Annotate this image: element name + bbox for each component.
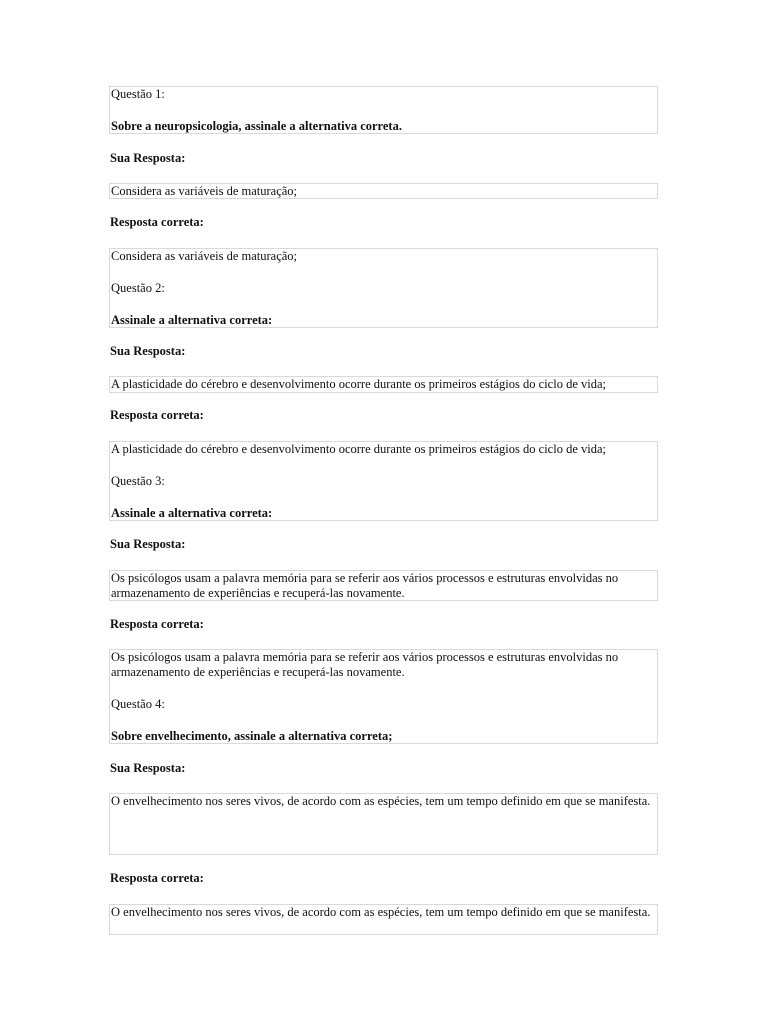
q3-your-answer-box <box>109 570 658 601</box>
q4-correct-answer-text: O envelhecimento nos seres vivos, de acordo com as espécies, tem um tempo definido em que se manifesta. <box>111 905 651 919</box>
q1-your-answer-label: Sua Resposta: <box>110 151 186 165</box>
q1-your-answer-box <box>109 183 658 199</box>
q3-correct-answer-label: Resposta correta: <box>110 617 204 631</box>
question-4-number: Questão 4: <box>111 697 165 711</box>
q3-your-answer-text: Os psicólogos usam a palavra memória para se referir aos vários processos e estruturas envolvidas no armazenamento de experiências e recuperá-las novamente. <box>111 571 619 600</box>
q2-your-answer-text: A plasticidade do cérebro e desenvolvimento ocorre durante os primeiros estágios do ciclo de vida; <box>111 377 606 391</box>
q4-your-answer-box <box>109 793 658 855</box>
q1-correct-q2-box <box>109 248 658 328</box>
q4-your-answer-text: O envelhecimento nos seres vivos, de acordo com as espécies, tem um tempo definido em que se manifesta. <box>111 794 651 808</box>
q4-correct-answer-box <box>109 904 658 935</box>
question-2-number: Questão 2: <box>111 281 165 295</box>
q4-your-answer-label: Sua Resposta: <box>110 761 186 775</box>
question-3-number: Questão 3: <box>111 474 165 488</box>
question-1-number: Questão 1: <box>111 87 165 101</box>
question-2-prompt: Assinale a alternativa correta: <box>111 313 273 327</box>
q3-your-answer-label: Sua Resposta: <box>110 537 186 551</box>
q2-correct-answer-label: Resposta correta: <box>110 408 204 422</box>
q4-correct-answer-label: Resposta correta: <box>110 871 204 885</box>
q2-your-answer-label: Sua Resposta: <box>110 344 186 358</box>
question-3-prompt: Assinale a alternativa correta: <box>111 506 273 520</box>
q2-your-answer-box <box>109 376 658 393</box>
question-4-prompt: Sobre envelhecimento, assinale a alternativa correta; <box>111 729 393 743</box>
q3-correct-q4-box <box>109 649 658 744</box>
q1-correct-answer-label: Resposta correta: <box>110 215 204 229</box>
q3-correct-answer-text: Os psicólogos usam a palavra memória para se referir aos vários processos e estruturas envolvidas no armazenamento de experiências e recuperá-las novamente. <box>111 650 619 679</box>
question-1-box <box>109 86 658 134</box>
q2-correct-answer-text: A plasticidade do cérebro e desenvolvimento ocorre durante os primeiros estágios do ciclo de vida; <box>111 442 606 456</box>
q1-your-answer-text: Considera as variáveis de maturação; <box>111 184 298 198</box>
question-1-prompt: Sobre a neuropsicologia, assinale a alternativa correta. <box>111 119 402 133</box>
q2-correct-q3-box <box>109 441 658 521</box>
q1-correct-answer-text: Considera as variáveis de maturação; <box>111 249 298 263</box>
